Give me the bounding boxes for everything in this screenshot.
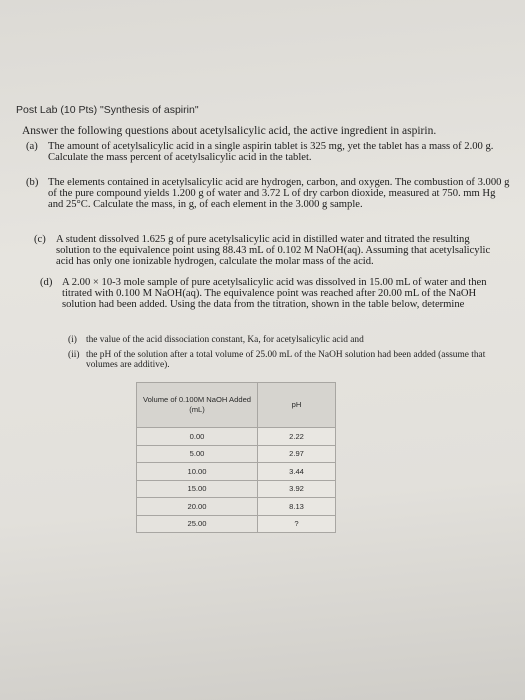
question-d-label: (d)	[40, 277, 53, 288]
table-header-row	[137, 383, 336, 428]
question-b-text: The elements contained in acetylsalicylic acid are hydrogen, carbon, and oxygen. The combustion of 3.000 g of the pure compound yields 1.200 g of water and 3.72 L of dry carbon dioxide, measured at 750. mm Hg and 25°C. Calculate the mass, in g, of each element in the 3.000 g sample.	[48, 177, 510, 211]
question-c-label: (c)	[34, 234, 46, 245]
table-row	[137, 515, 336, 533]
table-row	[137, 463, 336, 481]
titration-table	[136, 382, 336, 533]
volume-cell: 10.00	[137, 463, 258, 481]
table-row	[137, 428, 336, 446]
question-a-text: The amount of acetylsalicylic acid in a single aspirin tablet is 325 mg, yet the tablet has a mass of 2.00 g. Calculate the mass percent of acetylsalicylic acid in the tablet.	[48, 141, 494, 164]
question-a-label: (a)	[26, 141, 38, 152]
intro-text: Answer the following questions about acetylsalicylic acid, the active ingredient in aspirin.	[22, 125, 437, 137]
subquestion-ii-text: the pH of the solution after a total volume of 25.00 mL of the NaOH solution had been added (assume that volumes are additive).	[86, 350, 486, 370]
ph-cell: 3.92	[258, 480, 336, 498]
ph-cell: 2.22	[258, 428, 336, 446]
ph-cell: 2.97	[258, 445, 336, 463]
subquestion-ii-label: (ii)	[68, 350, 80, 360]
ph-cell: 8.13	[258, 498, 336, 516]
ph-cell: 3.44	[258, 463, 336, 481]
question-a	[26, 141, 512, 164]
volume-cell: 20.00	[137, 498, 258, 516]
table-row	[137, 445, 336, 463]
volume-cell: 5.00	[137, 445, 258, 463]
page-header: Post Lab (10 Pts) "Synthesis of aspirin"	[16, 104, 199, 116]
volume-cell: 0.00	[137, 428, 258, 446]
question-b	[26, 177, 510, 211]
question-d-text: A 2.00 × 10-3 mole sample of pure acetylsalicylic acid was dissolved in 15.00 mL of water and then titrated with 0.100 M NaOH(aq). The equivalence point was reached after 20.00 mL of the NaOH solution had been added. Using the data from the titration, shown in the table below, determine	[62, 277, 487, 311]
subquestion-ii	[68, 350, 496, 370]
question-d	[40, 277, 502, 311]
question-c	[34, 234, 502, 268]
ph-cell: ?	[258, 515, 336, 533]
subquestion-i-label: (i)	[68, 335, 77, 345]
subquestion-i	[68, 335, 496, 345]
subquestion-i-text: the value of the acid dissociation constant, Ka, for acetylsalicylic acid and	[86, 335, 364, 345]
question-b-label: (b)	[26, 177, 39, 188]
volume-cell: 15.00	[137, 480, 258, 498]
table-row	[137, 480, 336, 498]
question-c-text: A student dissolved 1.625 g of pure acetylsalicylic acid in distilled water and titrated the resulting solution to the equivalence point using 88.43 mL of 0.102 M NaOH(aq). Assuming that acetylsalicylic acid has only one ionizable hydrogen, calculate the molar mass of the acid.	[56, 234, 491, 268]
ph-column-header: pH	[258, 383, 336, 428]
table-row	[137, 498, 336, 516]
volume-column-header: Volume of 0.100M NaOH Added (mL)	[137, 383, 258, 428]
volume-cell: 25.00	[137, 515, 258, 533]
